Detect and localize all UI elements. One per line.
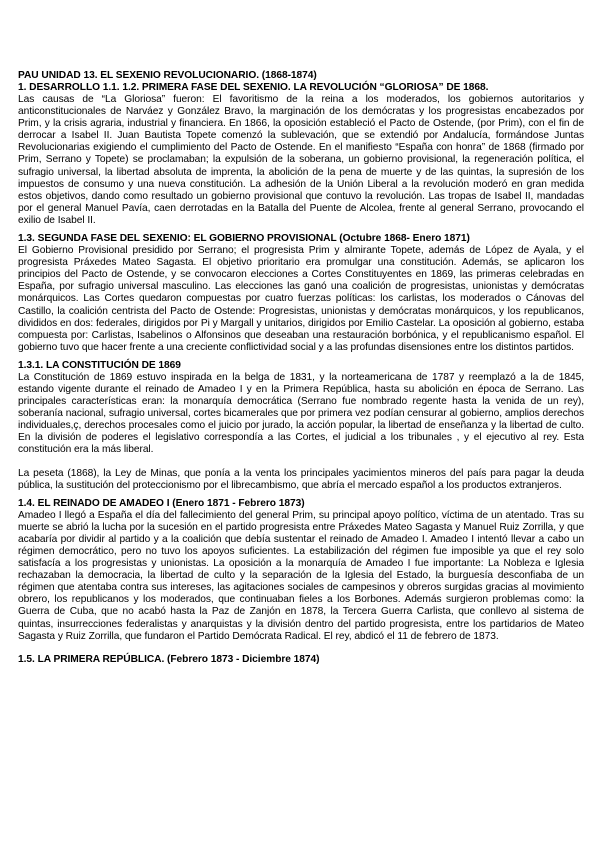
section-1-heading: 1. DESARROLLO 1.1. 1.2. PRIMERA FASE DEL SEXENIO. LA REVOLUCIÓN “GLORIOSA” DE 1868.	[18, 82, 489, 93]
section-4-heading: 1.4. EL REINADO DE AMADEO I (Enero 1871 - Febrero 1873)	[18, 497, 305, 509]
section-3-body: La Constitución de 1869 estuvo inspirada en la belga de 1831, y la norteamericana de 1787 y reemplazó a la de 1845, estando vigente durante el reinado de Amadeo I y en la Primera República, hasta su abolición en época de Serrano. Las principales características eran: la monarquía democrática (Serrano fue nombrado regente hasta la venida de un rey), soberanía nacional, sufragio universal, cortes bicamerales que por primera vez podían censurar al gobierno, amplios derechos individuales,ç, derechos procesales como el juicio por jurado, la acción popular, la libertad de enseñanza y la libertad de culto. En la división de poderes el legislativo correspondía a las Cortes, el judicial a los tribunales , y el ejecutivo al rey. Esta constitución era la más liberal.	[18, 371, 584, 456]
section-1-body: Las causas de “La Gloriosa” fueron: El favoritismo de la reina a los moderados, los gobiernos autoritarios y anticonstitucionales de Narváez y González Bravo, la marginación de los demócratas y los progresistas encabezados por Prim, y la crisis agraria, industrial y financiera. En 1866, la oposición estableció el Pacto de Ostende, (por Prim), con el fin de derrocar a Isabel II. Juan Bautista Topete comenzó la sublevación, que se extendió por Andalucía, formándose Juntas Revolucionarias exigiendo el cumplimiento del Pacto de Ostende. En el manifiesto “España con honra” de 1868 (firmado por Prim, Serrano y Topete) se proclamaban; la expulsión de la soberana, un gobierno provisional, la regeneración política, el sufragio universal, la libertad absoluta de imprenta, la abolición de la pena de muerte y de las quintas, la supresión de los impuestos de consumo y una nueva constitución. La adhesión de la Unión Liberal a la revolución moderó en gran medida estos objetivos, dando como resultado un gobierno provisional que contuvo la revolución. Las tropas de Isabel II, mandadas por el general Manuel Pavía, caen derrotadas en la Batalla del Puente de Alcolea, frente al general Serrano, provocando el exilio de Isabel II.	[18, 94, 584, 226]
document-title: PAU UNIDAD 13. EL SEXENIO REVOLUCIONARIO. (1868-1874)	[18, 70, 317, 81]
document-page	[18, 70, 584, 666]
section-2-heading: 1.3. SEGUNDA FASE DEL SEXENIO: EL GOBIERNO PROVISIONAL (Octubre 1868- Enero 1871)	[18, 233, 470, 245]
section-4-body: Amadeo I llegó a España el día del fallecimiento del general Prim, su principal apoyo político, víctima de un atentado. Tras su muerte se abrió la lucha por la sucesión en el partido progresista entre Práxedes Mateo Sagasta y Manuel Ruiz Zorrilla, y que acabaría por dividir al partido y a la coalición que debía sustentar el reinado de Amadeo I. Amadeo I intentó llevar a cabo un régimen democrático, pero no tuvo los apoyos suficientes. La estabilización del régimen fue imposible ya que el rey solo satisfacía a los progresistas y unionistas. La oposición a la monarquía de Amadeo I fue importante: La Nobleza e Iglesia rechazaban la democracia, la libertad de culto y la separación de la Iglesia del Estado, la burguesía desconfiaba de un régimen que atentaba contra sus intereses, las agitaciones sociales de campesinos y obreros surgidas gracias al movimiento obrero, los republicanos y los moderados, que continuaban fieles a los Borbones. Además surgieron problemas como: la Guerra de Cuba, que no acabó hasta la Paz de Zanjón en 1878, la Tercera Guerra Carlista, que conllevo al sistema de quintas, insurrecciones federalistas y anarquistas y la división dentro del partido progresista, entre los partidarios de Mateo Sagasta y Ruiz Zorrilla, que fundaron el Partido Demócrata Radical. El rey, abdicó el 11 de febrero de 1873.	[18, 509, 584, 642]
section-3-heading: 1.3.1. LA CONSTITUCIÓN DE 1869	[18, 359, 181, 371]
section-2-body: El Gobierno Provisional presidido por Serrano; el progresista Prim y almirante Topete, además de López de Ayala, y el progresista Práxedes Mateo Sagasta. El objetivo prioritario era promulgar una constitución. Además, se aplicaron los principios del Pacto de Ostende, y se convocaron elecciones a Cortes Constituyentes en 1869, las primeras celebradas en España, por sufragio universal masculino. Las elecciones las ganó una coalición de progresistas, unionistas y demócratas monárquicos. Las Cortes quedaron compuestas por cuatro fuerzas políticas: los carlistas, los moderados o Cánovas del Castillo, la coalición centrista del Pacto de Ostende: Progresistas, unionistas y demócratas monárquicos, y los republicanos, divididos en dos: federales, dirigidos por Pi y Margall y unitarios, dirigidos por Emilio Castelar. La oposición al gobierno, estaba compuesta por: Carlistas, Isabelinos o Alfonsinos que deseaban una restauración borbónica, y el republicanismo español. El gobierno tuvo que hacer frente a una creciente conflictividad social y a las profundas disensiones entre los distintos partidos.	[18, 245, 584, 353]
section-3-extra-paragraph: La peseta (1868), la Ley de Minas, que ponía a la venta los principales yacimientos mineros del país para pagar la deuda pública, la sustitución del proteccionismo por el librecambismo, que abría el mercado español a los productos extranjeros.	[18, 467, 584, 491]
section-5-heading: 1.5. LA PRIMERA REPÚBLICA. (Febrero 1873 - Diciembre 1874)	[18, 653, 320, 665]
